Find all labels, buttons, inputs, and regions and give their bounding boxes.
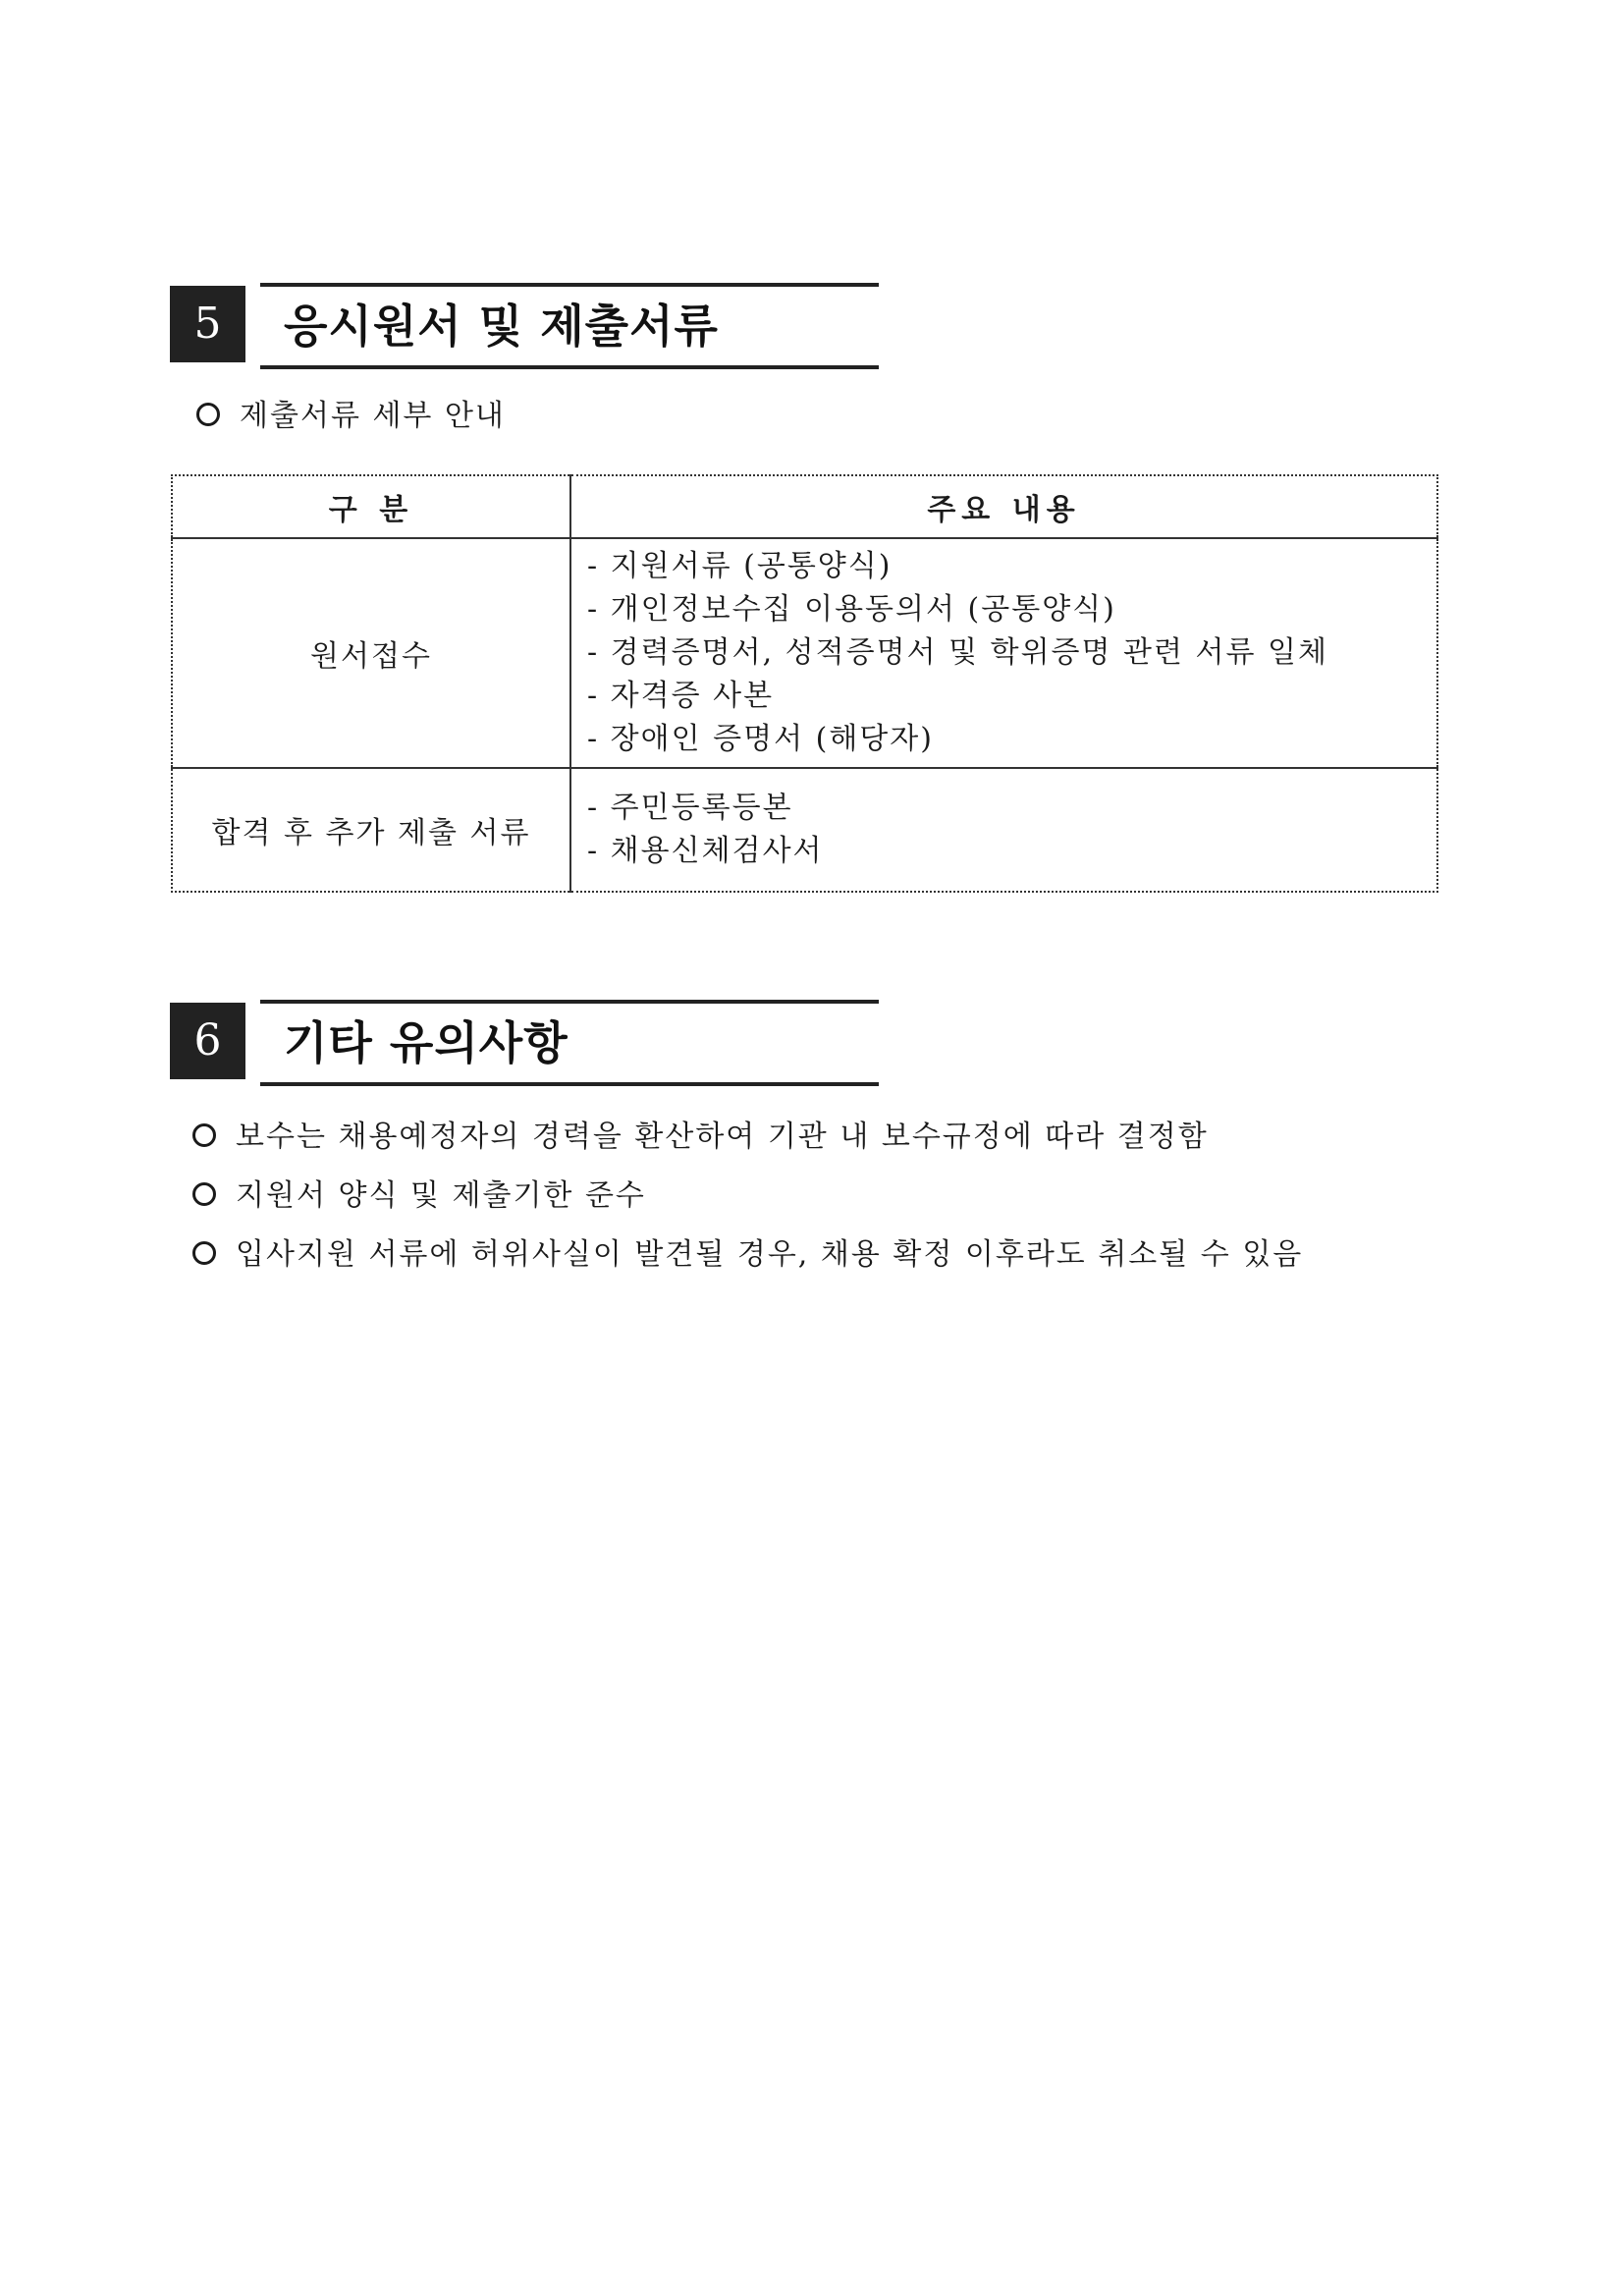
list-item: - 장애인 증명서 (해당자) [587, 722, 934, 756]
section-title: 기타 유의사항 [284, 1016, 568, 1069]
list-item: - 경력증명서, 성적증명서 및 학위증명 관련 서류 일체 [587, 635, 1329, 670]
section-6-header [170, 1000, 877, 1086]
notice-text: 지원서 양식 및 제출기한 준수 [236, 1178, 646, 1213]
table-row [172, 768, 1437, 892]
section-title-box [260, 283, 879, 369]
intro-bullet [196, 397, 506, 436]
row-items [570, 538, 1437, 768]
circle-bullet-icon [196, 403, 220, 426]
list-item: - 개인정보수집 이용동의서 (공통양식) [587, 592, 1116, 627]
section-number: 6 [170, 1003, 245, 1079]
row-category: 원서접수 [172, 538, 570, 768]
notice-bullet [192, 1176, 646, 1216]
table-header-row [172, 475, 1437, 538]
row-items [570, 768, 1437, 892]
section-5-header [170, 283, 877, 369]
section-number: 5 [170, 286, 245, 362]
header-content: 주요 내용 [570, 475, 1437, 538]
documents-table [171, 474, 1438, 893]
section-title-box [260, 1000, 879, 1086]
list-item: - 자격증 사본 [587, 679, 775, 713]
intro-text: 제출서류 세부 안내 [240, 399, 506, 433]
section-title: 응시원서 및 제출서류 [284, 300, 719, 353]
list-item: - 주민등록등본 [587, 791, 793, 825]
list-item: - 채용신체검사서 [587, 834, 824, 868]
table-row [172, 538, 1437, 768]
notice-text: 입사지원 서류에 허위사실이 발견될 경우, 채용 확정 이후라도 취소될 수 있음 [236, 1237, 1304, 1272]
notice-bullet [192, 1118, 1209, 1157]
circle-bullet-icon [192, 1182, 216, 1206]
circle-bullet-icon [192, 1123, 216, 1147]
notice-text: 보수는 채용예정자의 경력을 환산하여 기관 내 보수규정에 따라 결정함 [236, 1120, 1209, 1154]
circle-bullet-icon [192, 1241, 216, 1265]
list-item: - 지원서류 (공통양식) [587, 549, 893, 583]
row-category: 합격 후 추가 제출 서류 [172, 768, 570, 892]
notice-bullet [192, 1235, 1303, 1275]
header-category: 구 분 [172, 475, 570, 538]
